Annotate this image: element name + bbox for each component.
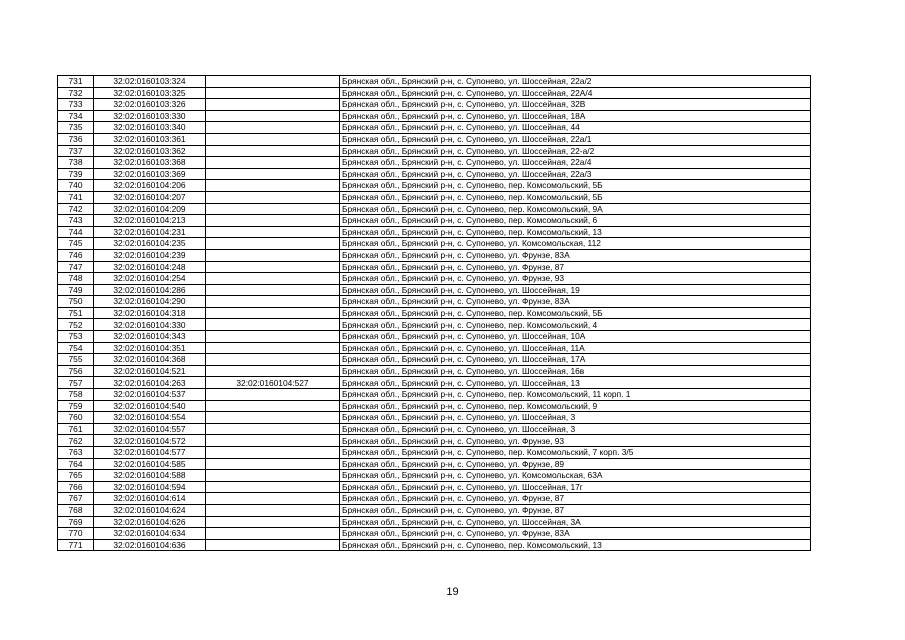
related-number-cell — [206, 365, 340, 377]
row-number-cell: 765 — [58, 470, 94, 482]
related-number-cell — [206, 157, 340, 169]
address-cell: Брянская обл., Брянский р-н, с. Супонево, ул. Шоссейная, 17г — [340, 481, 811, 493]
cadastral-number-cell: 32:02:0160104:577 — [94, 447, 206, 459]
cadastral-number-cell: 32:02:0160103:362 — [94, 145, 206, 157]
table-row — [58, 435, 811, 447]
cadastral-number-cell: 32:02:0160103:324 — [94, 76, 206, 88]
related-number-cell — [206, 110, 340, 122]
table-row — [58, 470, 811, 482]
table-row — [58, 516, 811, 528]
address-cell: Брянская обл., Брянский р-н, с. Супонево, ул. Шоссейная, 3 — [340, 412, 811, 424]
table-row — [58, 504, 811, 516]
cadastral-number-cell: 32:02:0160104:572 — [94, 435, 206, 447]
related-number-cell — [206, 145, 340, 157]
related-number-cell — [206, 458, 340, 470]
address-cell: Брянская обл., Брянский р-н, с. Супонево, ул. Шоссейная, 10А — [340, 331, 811, 343]
row-number-cell: 741 — [58, 191, 94, 203]
related-number-cell — [206, 133, 340, 145]
address-cell: Брянская обл., Брянский р-н, с. Супонево, пер. Комсомольский, 13 — [340, 226, 811, 238]
row-number-cell: 734 — [58, 110, 94, 122]
related-number-cell — [206, 307, 340, 319]
address-cell: Брянская обл., Брянский р-н, с. Супонево, ул. Шоссейная, 18А — [340, 110, 811, 122]
address-cell: Брянская обл., Брянский р-н, с. Супонево, ул. Фрунзе, 93 — [340, 435, 811, 447]
related-number-cell — [206, 435, 340, 447]
table-row — [58, 273, 811, 285]
row-number-cell: 759 — [58, 400, 94, 412]
cadastral-number-cell: 32:02:0160104:206 — [94, 180, 206, 192]
table-row — [58, 203, 811, 215]
related-number-cell — [206, 180, 340, 192]
address-cell: Брянская обл., Брянский р-н, с. Супонево, ул. Фрунзе, 83А — [340, 528, 811, 540]
table-row — [58, 99, 811, 111]
related-number-cell — [206, 122, 340, 134]
table-row — [58, 191, 811, 203]
table-row — [58, 261, 811, 273]
table-row — [58, 400, 811, 412]
table-row — [58, 122, 811, 134]
related-number-cell — [206, 249, 340, 261]
cadastral-number-cell: 32:02:0160104:368 — [94, 354, 206, 366]
related-number-cell — [206, 481, 340, 493]
row-number-cell: 756 — [58, 365, 94, 377]
row-number-cell: 742 — [58, 203, 94, 215]
row-number-cell: 766 — [58, 481, 94, 493]
address-cell: Брянская обл., Брянский р-н, с. Супонево, ул. Фрунзе, 83А — [340, 249, 811, 261]
row-number-cell: 760 — [58, 412, 94, 424]
row-number-cell: 755 — [58, 354, 94, 366]
related-number-cell — [206, 516, 340, 528]
related-number-cell — [206, 331, 340, 343]
table-row — [58, 249, 811, 261]
address-cell: Брянская обл., Брянский р-н, с. Супонево, пер. Комсомольский, 13 — [340, 539, 811, 551]
address-cell: Брянская обл., Брянский р-н, с. Супонево, ул. Шоссейная, 3 — [340, 423, 811, 435]
table-row — [58, 307, 811, 319]
row-number-cell: 731 — [58, 76, 94, 88]
cadastral-number-cell: 32:02:0160104:585 — [94, 458, 206, 470]
table-row — [58, 319, 811, 331]
row-number-cell: 750 — [58, 296, 94, 308]
table-row — [58, 226, 811, 238]
row-number-cell: 770 — [58, 528, 94, 540]
address-cell: Брянская обл., Брянский р-н, с. Супонево, пер. Комсомольский, 6 — [340, 215, 811, 227]
cadastral-number-cell: 32:02:0160103:361 — [94, 133, 206, 145]
row-number-cell: 749 — [58, 284, 94, 296]
row-number-cell: 771 — [58, 539, 94, 551]
address-cell: Брянская обл., Брянский р-н, с. Супонево, пер. Комсомольский, 5Б — [340, 180, 811, 192]
related-number-cell — [206, 528, 340, 540]
cadastral-number-cell: 32:02:0160104:235 — [94, 238, 206, 250]
address-cell: Брянская обл., Брянский р-н, с. Супонево, ул. Шоссейная, 22а/2 — [340, 76, 811, 88]
cadastral-table — [57, 75, 811, 551]
cadastral-number-cell: 32:02:0160104:557 — [94, 423, 206, 435]
cadastral-number-cell: 32:02:0160103:340 — [94, 122, 206, 134]
row-number-cell: 769 — [58, 516, 94, 528]
table-row — [58, 168, 811, 180]
table-row — [58, 423, 811, 435]
row-number-cell: 743 — [58, 215, 94, 227]
related-number-cell — [206, 447, 340, 459]
related-number-cell — [206, 354, 340, 366]
related-number-cell — [206, 238, 340, 250]
related-number-cell — [206, 284, 340, 296]
related-number-cell — [206, 226, 340, 238]
related-number-cell — [206, 342, 340, 354]
related-number-cell — [206, 389, 340, 401]
cadastral-number-cell: 32:02:0160104:248 — [94, 261, 206, 273]
related-number-cell — [206, 423, 340, 435]
row-number-cell: 758 — [58, 389, 94, 401]
cadastral-number-cell: 32:02:0160104:626 — [94, 516, 206, 528]
row-number-cell: 745 — [58, 238, 94, 250]
cadastral-number-cell: 32:02:0160104:624 — [94, 504, 206, 516]
row-number-cell: 767 — [58, 493, 94, 505]
table-row — [58, 365, 811, 377]
related-number-cell — [206, 215, 340, 227]
cadastral-number-cell: 32:02:0160104:318 — [94, 307, 206, 319]
address-cell: Брянская обл., Брянский р-н, с. Супонево, ул. Шоссейная, 44 — [340, 122, 811, 134]
row-number-cell: 737 — [58, 145, 94, 157]
address-cell: Брянская обл., Брянский р-н, с. Супонево, ул. Комсомольская, 63А — [340, 470, 811, 482]
cadastral-number-cell: 32:02:0160104:286 — [94, 284, 206, 296]
page-number: 19 — [446, 586, 459, 598]
cadastral-number-cell: 32:02:0160104:290 — [94, 296, 206, 308]
address-cell: Брянская обл., Брянский р-н, с. Супонево, ул. Фрунзе, 87 — [340, 493, 811, 505]
related-number-cell: 32:02:0160104:527 — [206, 377, 340, 389]
row-number-cell: 736 — [58, 133, 94, 145]
cadastral-number-cell: 32:02:0160104:554 — [94, 412, 206, 424]
cadastral-number-cell: 32:02:0160103:326 — [94, 99, 206, 111]
address-cell: Брянская обл., Брянский р-н, с. Супонево, ул. Шоссейная, 22а/1 — [340, 133, 811, 145]
table-row — [58, 389, 811, 401]
address-cell: Брянская обл., Брянский р-н, с. Супонево, ул. Фрунзе, 89 — [340, 458, 811, 470]
row-number-cell: 754 — [58, 342, 94, 354]
row-number-cell: 748 — [58, 273, 94, 285]
row-number-cell: 739 — [58, 168, 94, 180]
cadastral-number-cell: 32:02:0160104:330 — [94, 319, 206, 331]
table-row — [58, 284, 811, 296]
row-number-cell: 757 — [58, 377, 94, 389]
address-cell: Брянская обл., Брянский р-н, с. Супонево, ул. Фрунзе, 83А — [340, 296, 811, 308]
table-row — [58, 377, 811, 389]
table-row — [58, 238, 811, 250]
related-number-cell — [206, 168, 340, 180]
table-row — [58, 458, 811, 470]
related-number-cell — [206, 400, 340, 412]
table-row — [58, 145, 811, 157]
address-cell: Брянская обл., Брянский р-н, с. Супонево, пер. Комсомольский, 7 корп. 3/5 — [340, 447, 811, 459]
cadastral-number-cell: 32:02:0160103:368 — [94, 157, 206, 169]
address-cell: Брянская обл., Брянский р-н, с. Супонево, ул. Шоссейная, 19 — [340, 284, 811, 296]
row-number-cell: 761 — [58, 423, 94, 435]
cadastral-number-cell: 32:02:0160104:254 — [94, 273, 206, 285]
address-cell: Брянская обл., Брянский р-н, с. Супонево, ул. Шоссейная, 22-а/2 — [340, 145, 811, 157]
related-number-cell — [206, 412, 340, 424]
cadastral-number-cell: 32:02:0160104:263 — [94, 377, 206, 389]
cadastral-number-cell: 32:02:0160104:540 — [94, 400, 206, 412]
cadastral-number-cell: 32:02:0160104:588 — [94, 470, 206, 482]
cadastral-number-cell: 32:02:0160104:231 — [94, 226, 206, 238]
address-cell: Брянская обл., Брянский р-н, с. Супонево, ул. Шоссейная, 22а/4 — [340, 157, 811, 169]
related-number-cell — [206, 99, 340, 111]
row-number-cell: 752 — [58, 319, 94, 331]
table-row — [58, 447, 811, 459]
row-number-cell: 753 — [58, 331, 94, 343]
address-cell: Брянская обл., Брянский р-н, с. Супонево, пер. Комсомольский, 11 корп. 1 — [340, 389, 811, 401]
cadastral-number-cell: 32:02:0160104:521 — [94, 365, 206, 377]
related-number-cell — [206, 319, 340, 331]
related-number-cell — [206, 76, 340, 88]
address-cell: Брянская обл., Брянский р-н, с. Супонево, ул. Фрунзе, 93 — [340, 273, 811, 285]
address-cell: Брянская обл., Брянский р-н, с. Супонево, ул. Шоссейная, 32В — [340, 99, 811, 111]
cadastral-number-cell: 32:02:0160104:594 — [94, 481, 206, 493]
related-number-cell — [206, 191, 340, 203]
cadastral-number-cell: 32:02:0160103:330 — [94, 110, 206, 122]
related-number-cell — [206, 493, 340, 505]
table-row — [58, 76, 811, 88]
related-number-cell — [206, 203, 340, 215]
table-row — [58, 133, 811, 145]
cadastral-number-cell: 32:02:0160104:614 — [94, 493, 206, 505]
row-number-cell: 732 — [58, 87, 94, 99]
row-number-cell: 751 — [58, 307, 94, 319]
cadastral-number-cell: 32:02:0160104:209 — [94, 203, 206, 215]
row-number-cell: 738 — [58, 157, 94, 169]
address-cell: Брянская обл., Брянский р-н, с. Супонево, ул. Шоссейная, 11А — [340, 342, 811, 354]
related-number-cell — [206, 296, 340, 308]
table-row — [58, 412, 811, 424]
table-row — [58, 110, 811, 122]
table-row — [58, 180, 811, 192]
row-number-cell: 733 — [58, 99, 94, 111]
row-number-cell: 735 — [58, 122, 94, 134]
row-number-cell: 763 — [58, 447, 94, 459]
table-row — [58, 528, 811, 540]
related-number-cell — [206, 273, 340, 285]
address-cell: Брянская обл., Брянский р-н, с. Супонево, пер. Комсомольский, 9А — [340, 203, 811, 215]
related-number-cell — [206, 87, 340, 99]
address-cell: Брянская обл., Брянский р-н, с. Супонево, ул. Фрунзе, 87 — [340, 504, 811, 516]
cadastral-number-cell: 32:02:0160104:537 — [94, 389, 206, 401]
address-cell: Брянская обл., Брянский р-н, с. Супонево, ул. Шоссейная, 22а/3 — [340, 168, 811, 180]
address-cell: Брянская обл., Брянский р-н, с. Супонево, пер. Комсомольский, 4 — [340, 319, 811, 331]
address-cell: Брянская обл., Брянский р-н, с. Супонево, пер. Комсомольский, 9 — [340, 400, 811, 412]
row-number-cell: 744 — [58, 226, 94, 238]
related-number-cell — [206, 261, 340, 273]
row-number-cell: 768 — [58, 504, 94, 516]
related-number-cell — [206, 470, 340, 482]
cadastral-number-cell: 32:02:0160104:636 — [94, 539, 206, 551]
table-row — [58, 354, 811, 366]
cadastral-number-cell: 32:02:0160104:343 — [94, 331, 206, 343]
address-cell: Брянская обл., Брянский р-н, с. Супонево, ул. Шоссейная, 17А — [340, 354, 811, 366]
row-number-cell: 762 — [58, 435, 94, 447]
table-row — [58, 493, 811, 505]
address-cell: Брянская обл., Брянский р-н, с. Супонево, ул. Фрунзе, 87 — [340, 261, 811, 273]
related-number-cell — [206, 539, 340, 551]
cadastral-number-cell: 32:02:0160104:634 — [94, 528, 206, 540]
address-cell: Брянская обл., Брянский р-н, с. Супонево, ул. Шоссейная, 22А/4 — [340, 87, 811, 99]
cadastral-number-cell: 32:02:0160104:239 — [94, 249, 206, 261]
cadastral-number-cell: 32:02:0160104:213 — [94, 215, 206, 227]
address-cell: Брянская обл., Брянский р-н, с. Супонево, ул. Шоссейная, 16в — [340, 365, 811, 377]
related-number-cell — [206, 504, 340, 516]
cadastral-number-cell: 32:02:0160103:325 — [94, 87, 206, 99]
address-cell: Брянская обл., Брянский р-н, с. Супонево, пер. Комсомольский, 5Б — [340, 191, 811, 203]
cadastral-number-cell: 32:02:0160104:207 — [94, 191, 206, 203]
address-cell: Брянская обл., Брянский р-н, с. Супонево, ул. Шоссейная, 13 — [340, 377, 811, 389]
cadastral-number-cell: 32:02:0160103:369 — [94, 168, 206, 180]
table-row — [58, 87, 811, 99]
table-body — [58, 76, 811, 551]
address-cell: Брянская обл., Брянский р-н, с. Супонево, ул. Шоссейная, 3А — [340, 516, 811, 528]
address-cell: Брянская обл., Брянский р-н, с. Супонево, пер. Комсомольский, 5Б — [340, 307, 811, 319]
table-row — [58, 215, 811, 227]
table-row — [58, 331, 811, 343]
row-number-cell: 747 — [58, 261, 94, 273]
row-number-cell: 746 — [58, 249, 94, 261]
row-number-cell: 764 — [58, 458, 94, 470]
cadastral-number-cell: 32:02:0160104:351 — [94, 342, 206, 354]
table-row — [58, 342, 811, 354]
address-cell: Брянская обл., Брянский р-н, с. Супонево, ул. Комсомольская, 112 — [340, 238, 811, 250]
row-number-cell: 740 — [58, 180, 94, 192]
table-row — [58, 157, 811, 169]
table-row — [58, 539, 811, 551]
table-row — [58, 481, 811, 493]
table-row — [58, 296, 811, 308]
